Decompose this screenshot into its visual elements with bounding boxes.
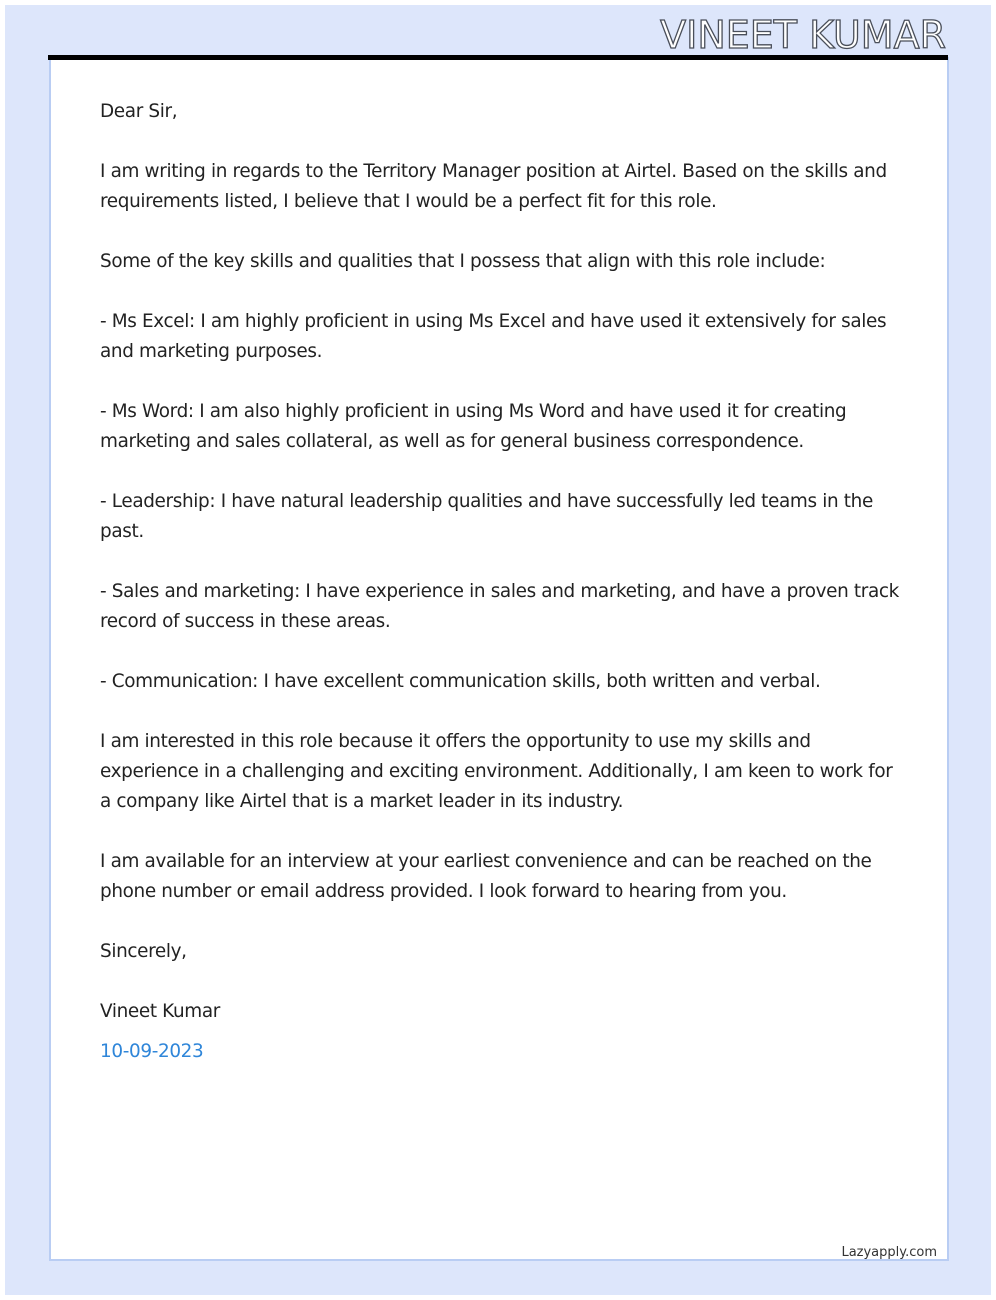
paragraph-availability: I am available for an interview at your earliest convenience and can be reached on the phone number or email address provided. I look forward to hearing from you. bbox=[100, 851, 872, 902]
paragraph-interest: I am interested in this role because it offers the opportunity to use my skills and experience in a challenging and exciting environment. Additionally, I am keen to work for a company like Airtel that is a market leader in its industry. bbox=[100, 731, 893, 812]
paragraph-intro: I am writing in regards to the Territory Manager position at Airtel. Based on the skills and requirements listed, I believe that I would be a perfect fit for this role. bbox=[100, 161, 887, 212]
letter-body bbox=[100, 97, 900, 1097]
paragraph-skills-lead: Some of the key skills and qualities that I possess that align with this role include: bbox=[100, 251, 826, 272]
skill-leadership: - Leadership: I have natural leadership qualities and have successfully led teams in the past. bbox=[100, 491, 873, 542]
closing: Sincerely, bbox=[100, 941, 187, 962]
footer-brand: Lazyapply.com bbox=[841, 1245, 937, 1260]
letter-date: 10-09-2023 bbox=[100, 1041, 204, 1062]
skill-ms-excel: - Ms Excel: I am highly proficient in using Ms Excel and have used it extensively for sales and marketing purposes. bbox=[100, 311, 887, 362]
applicant-name-header: VINEET KUMAR bbox=[660, 13, 946, 57]
salutation: Dear Sir, bbox=[100, 101, 178, 122]
skill-sales-marketing: - Sales and marketing: I have experience in sales and marketing, and have a proven track record of success in these areas. bbox=[100, 581, 899, 632]
skill-communication: - Communication: I have excellent communication skills, both written and verbal. bbox=[100, 671, 821, 692]
signature-name: Vineet Kumar bbox=[100, 1001, 220, 1022]
skill-ms-word: - Ms Word: I am also highly proficient in using Ms Word and have used it for creating marketing and sales collateral, as well as for general business correspondence. bbox=[100, 401, 847, 452]
